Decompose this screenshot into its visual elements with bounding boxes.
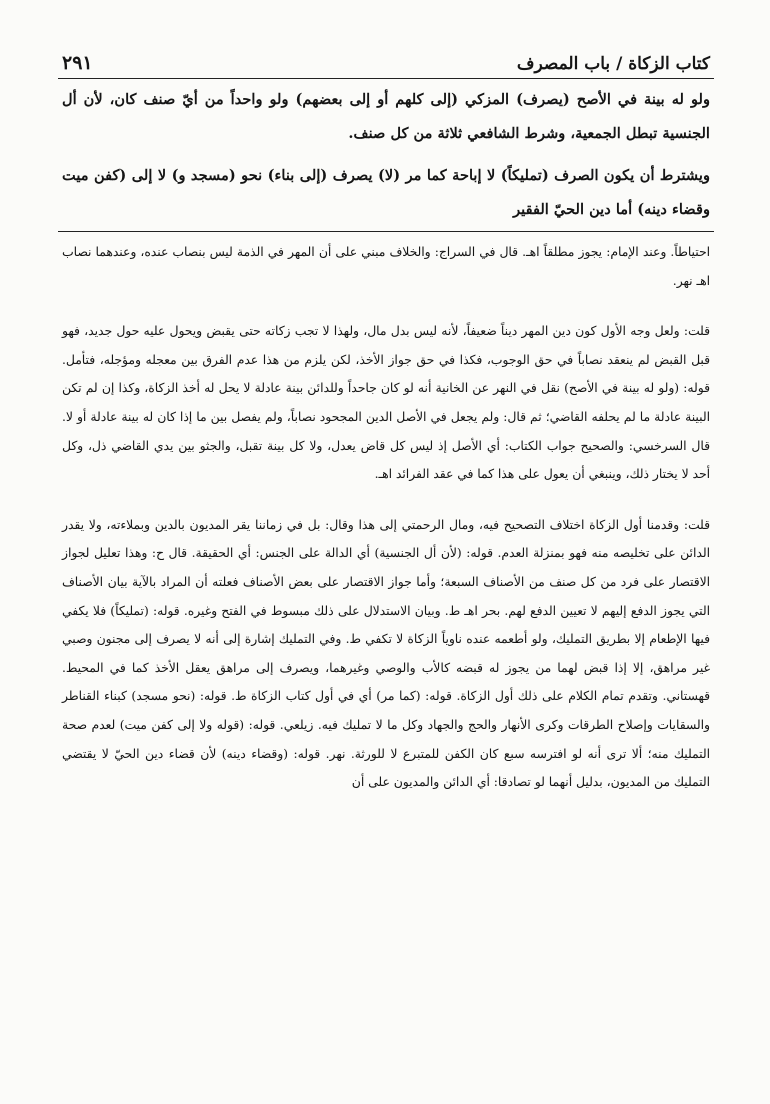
commentary-paragraph: قلت: وقدمنا أول الزكاة اختلاف التصحيح فيه، ومال الرحمتي إلى هذا وقال: بل في زماننا يقر المديون بالدين وبملاءته، ولا يقدر الدائن على تخليصه منه فهو بمنزلة العدم. قوله: (لأن أل الجنسية) أي الدالة على الجنس: أي الحقيقة. قال ح: وهذا تعليل لجواز الاقتصار على فرد من كل صنف من الأصناف السبعة؛ وأما جواز الاقتصار على بعض الأصناف فعلته أن المراد بالآية بيان الأصناف التي يجوز الدفع إليهم لا تعيين الدفع لهم. بحر اهـ ط. وبيان الاستدلال على ذلك مبسوط في الفتح وغيره. قوله: (تمليكاً) فلا يكفي فيها الإطعام إلا بطريق التمليك، ولو أطعمه عنده ناوياً الزكاة لا تكفي ط. وفي التمليك إشارة إلى أنه لا يصرف إلى مجنون وصبي غير مراهق، إلا إذا قبض لهما من يجوز له قبضه كالأب والوصي وغيرهما، ويصرف إلى مراهق يعقل الأخذ كما في المحيط. قهستاني. وتقدم تمام الكلام على ذلك أول الزكاة. قوله: (كما مر) أي في أول كتاب الزكاة ط. قوله: (نحو مسجد) كبناء القناطر والسقايات وإصلاح الطرقات وكرى الأنهار والحج والجهاد وكل ما لا تمليك فيه. زيلعي. قوله: (قوله ولا إلى كفن ميت) لعدم صحة التمليك منه؛ ألا ترى أنه لو افترسه سبع كان الكفن للمتبرع لا للورثة. نهر. قوله: (وقضاء دينه) لأن قضاء دين الحيّ لا يقتضي التمليك من المديون، بدليل أنهما لو تصادقا: أي الدائن والمديون على أن [62,517,710,790]
commentary-paragraph: قلت: ولعل وجه الأول كون دين المهر ديناً ضعيفاً، لأنه ليس بدل مال، ولهذا لا تجب زكاته حتى يقبض ويحول عليه حول جديد، فهو قبل القبض لم ينعقد نصاباً في حق الوجوب، فكذا في حق جواز الأخذ، لكن يلزم من هذا عدم الفرق بين معجله ومؤجله، فتأمل. قوله: (ولو له بينة في الأصح) نقل في النهر عن الخانية أنه لو كان جاحداً وللدائن بينة عادلة لا يحل له أخذ الزكاة، وكذا إن لم تكن البينة عادلة ما لم يحلفه القاضي؛ ثم قال: ولم يجعل في الأصل الدين المجحود نصاباً، ولم يفصل بين ما إذا كان له بينة عادلة أو لا. قال السرخسي: والصحيح جواب الكتاب: أي الأصل إذ ليس كل قاض يعدل، ولا كل بينة تقبل، والجثو بين يدي القاضي ذل، وكل أحد لا يختار ذلك، وينبغي أن يعول على هذا كما في عقد الفرائد اهـ. [62,324,710,482]
commentary [58,232,714,797]
main-paragraph: ويشترط أن يكون الصرف (تمليكاً) لا إباحة كما مر (لا) يصرف (إلى بناء) نحو (مسجد و) لا إلى (كفن ميت وقضاء دينه) أما دين الحيّ الفقير [62,167,710,218]
book-page [58,44,714,797]
page-number: ٢٩١ [62,52,93,74]
commentary-paragraph: احتياطاً. وعند الإمام: يجوز مطلقاً اهـ. قال في السراج: والخلاف مبني على أن المهر في الذمة ليس بنصاب عنده، وعندهما نصاب اهـ نهر. [62,245,710,288]
main-paragraph: ولو له بينة في الأصح (يصرف) المزكي (إلى كلهم أو إلى بعضهم) ولو واحداً من أيّ صنف كان، لأن أل الجنسية تبطل الجمعية، وشرط الشافعي ثلاثة من كل صنف. [62,91,710,142]
running-title: كتاب الزكاة / باب المصرف [516,54,710,74]
main-text [58,79,714,227]
page-header [58,44,714,74]
